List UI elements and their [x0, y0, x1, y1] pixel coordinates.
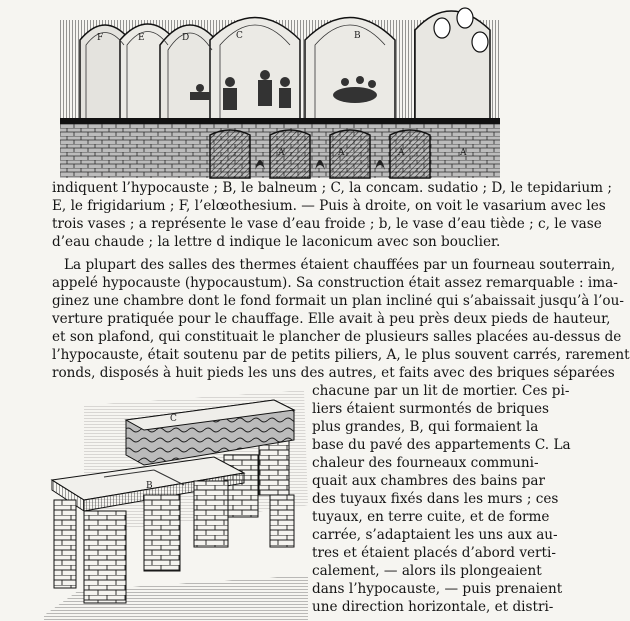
text-line: La plupart des salles des thermes étaient chauffées par un fourneau souterrain, — [64, 257, 616, 273]
text-line: carrée, s’adaptaient les uns aux au- — [312, 527, 558, 543]
room-label-e: E — [138, 33, 145, 43]
text-line: liers étaient surmontés de briques — [312, 401, 550, 417]
tiles-label-b: B — [146, 481, 153, 491]
text-line: appelé hypocauste (hypocaustum). Sa construction était assez remarquable : ima- — [52, 275, 618, 291]
text-line: des tuyaux fixés dans les murs ; ces — [312, 491, 559, 507]
text-line: ronds, disposés à huit pieds les uns des autres, et faits avec des briques séparées — [52, 365, 615, 381]
furnace-label-a2: A — [338, 148, 345, 158]
floor-label-c: C — [170, 414, 177, 424]
furnace-label-a3: A — [398, 148, 405, 158]
furnace-label-a1: A — [278, 148, 285, 158]
text-line: chacune par un lit de mortier. Ces pi- — [312, 383, 570, 399]
text-line: et son plafond, qui constituait le plancher de plusieurs salles placées au-dessus de — [52, 329, 622, 345]
text-line: chaleur des fourneaux communi- — [312, 455, 539, 471]
hypocaust-engraving — [44, 385, 308, 621]
text-line: calement, — alors ils plongeaient — [312, 563, 542, 579]
text-line: indiquent l’hypocauste ; B, le balneum ; C, la concam. sudatio ; D, le tepidarium ; — [52, 180, 612, 196]
text-line: E, le frigidarium ; F, l’elœothesium. — Puis à droite, on voit le vasarium avec les — [52, 198, 606, 214]
text-line: plus grandes, B, qui formaient la — [312, 419, 539, 435]
room-label-f: F — [97, 33, 104, 43]
baths-cross-section-engraving — [60, 0, 500, 178]
room-label-d: D — [182, 33, 190, 43]
text-line: l’hypocauste, était soutenu par de petits piliers, A, le plus souvent carrés, rarement — [52, 347, 630, 363]
text-line: dans l’hypocauste, — puis prenaient — [312, 581, 563, 597]
text-line: quait aux chambres des bains par — [312, 473, 545, 489]
text-line: trois vases ; a représente le vase d’eau froide ; b, le vase d’eau tiède ; c, le vase — [52, 216, 602, 232]
room-label-c: C — [236, 31, 243, 41]
room-label-b: B — [354, 31, 361, 41]
text-line: ginez une chambre dont le fond formait un plan incliné qui s’abaissait jusqu’à l’ou- — [52, 293, 624, 309]
text-line: tuyaux, en terre cuite, et de forme — [312, 509, 550, 525]
text-line: verture pratiquée pour le chauffage. Elle avait à peu près deux pieds de hauteur, — [52, 311, 611, 327]
text-line: base du pavé des appartements C. La — [312, 437, 571, 453]
text-line: une direction horizontale, et distri- — [312, 599, 554, 615]
text-line: d’eau chaude ; la lettre d indique le laconicum avec son bouclier. — [52, 234, 501, 250]
text-line: tres et étaient placés d’abord verti- — [312, 545, 556, 561]
furnace-label-a4: A — [460, 148, 467, 158]
